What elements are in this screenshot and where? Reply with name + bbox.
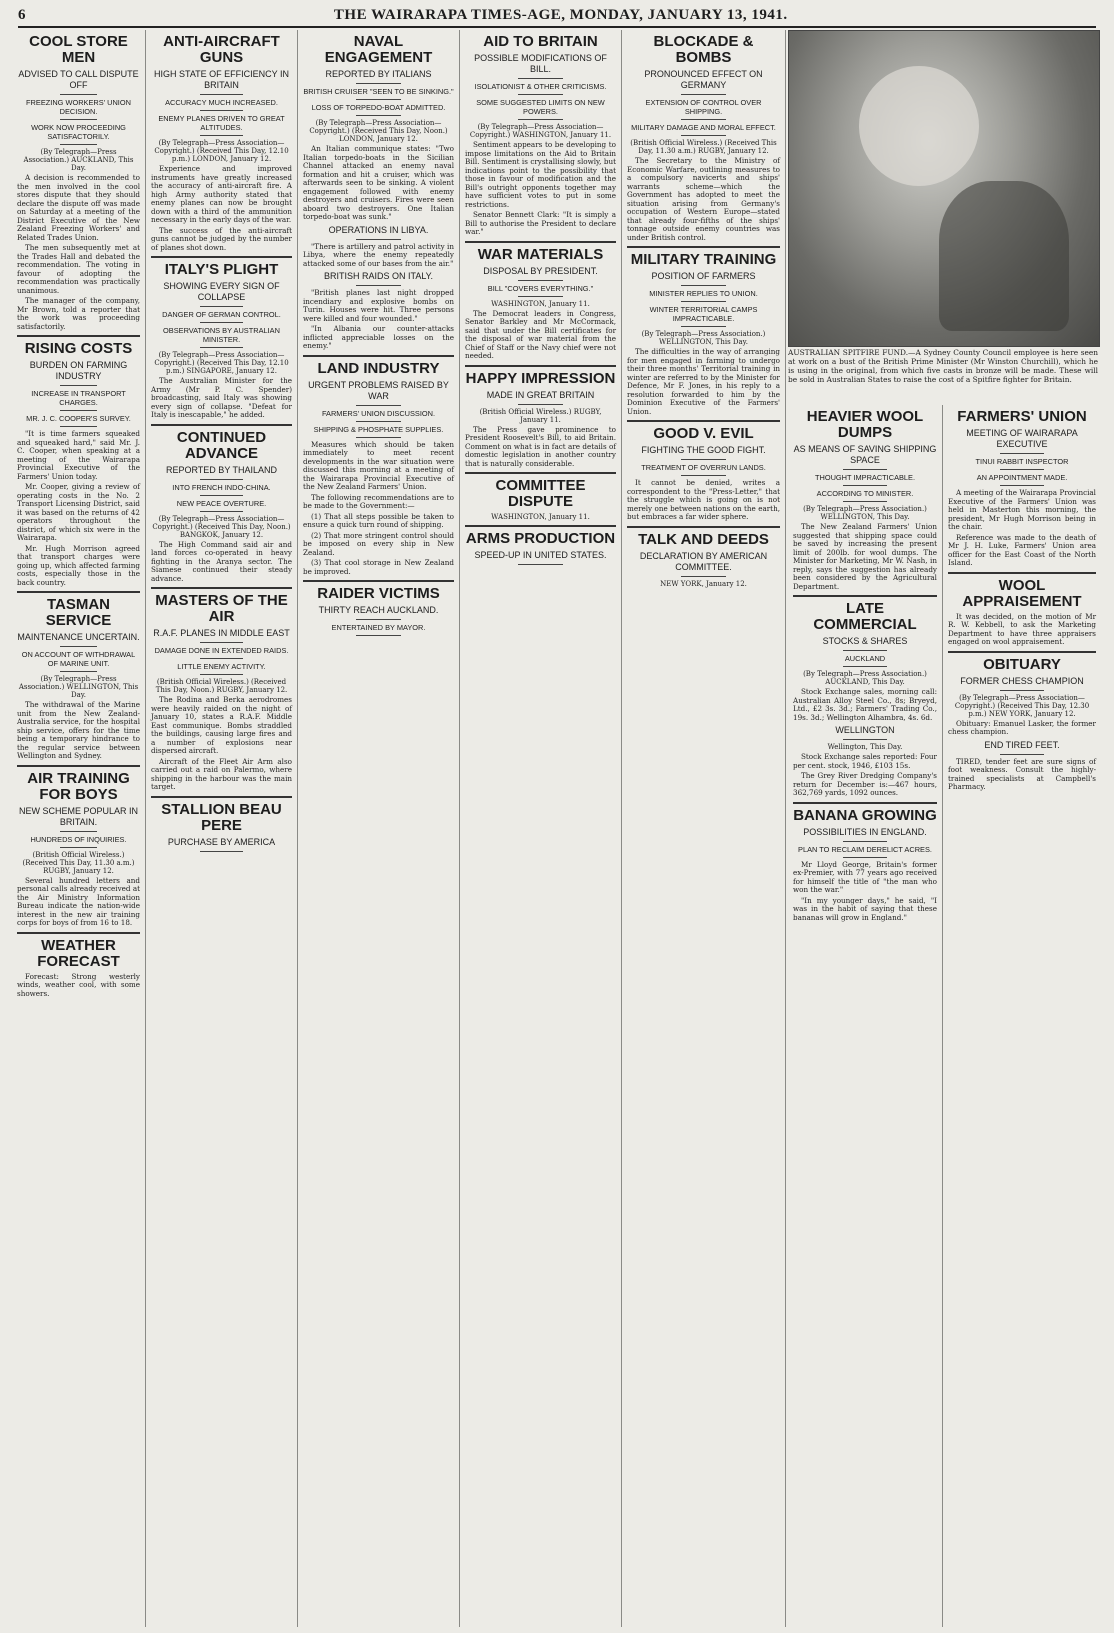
divider <box>356 99 401 100</box>
article-paragraph: Several hundred letters and personal calls already received at the Air Ministry Information Bureau indicate the nation-wide interest in the new air training corps for boys of from 16 to 18. <box>17 875 140 927</box>
article-paragraph: The Australian Minister for the Army (Mr P. C. Spender) broadcasting, said Italy was showing every sign of collapse. "Defeat for Italy is inescapable," he added. <box>151 376 292 419</box>
article-subheading: LITTLE ENEMY ACTIVITY. <box>177 662 266 671</box>
news-photo <box>788 30 1100 347</box>
article-paragraph: The Secretary to the Ministry of Economic Warfare, outlining measures to a compulsory navicerts and ships' warrants scheme—which the Government has adopted to meet the situation arising from Germany's occupation of Western Europe—stated that already four-fifths of the ships' tonnage outside enemy countries was under British control. <box>627 156 780 242</box>
article-subheading: POSSIBILITIES IN ENGLAND. <box>803 826 927 837</box>
article-dateline: (British Official Wireless.) RUGBY, January 11. <box>479 407 602 424</box>
divider <box>200 347 242 348</box>
article-headline: MASTERS OF THE AIR <box>151 587 292 625</box>
divider <box>681 326 727 327</box>
article-paragraph: "In Albania our counter-attacks inflicted appreciable losses on the enemy." <box>303 324 454 350</box>
article-subheading: DECLARATION BY AMERICAN COMMITTEE. <box>639 550 768 572</box>
divider <box>843 857 886 858</box>
article-subheading: BRITISH RAIDS ON ITALY. <box>323 271 434 281</box>
article-headline: WOOL APPRAISEMENT <box>948 572 1096 610</box>
column-5 <box>622 30 786 1627</box>
article-subheading: HIGH STATE OF EFFICIENCY IN BRITAIN <box>153 69 289 90</box>
column-1 <box>12 30 146 1627</box>
article-subheading: AS MEANS OF SAVING SHIPPING SPACE <box>793 444 937 465</box>
article-headline: BLOCKADE & BOMBS <box>653 33 754 66</box>
article-headline: ITALY'S PLIGHT <box>151 256 292 278</box>
article-paragraph: (1) That all steps possible be taken to ensure a quick turn round of shipping. <box>303 511 454 529</box>
article-paragraph: The High Command said air and land forces co-operated in heavy fighting in the Aranya sector. The Siamese continued their steady advance. <box>151 539 292 583</box>
divider <box>518 296 563 297</box>
divider <box>1000 690 1044 691</box>
article-headline: NAVAL ENGAGEMENT <box>324 33 433 66</box>
divider <box>681 94 727 95</box>
divider <box>200 851 242 852</box>
divider <box>356 437 401 438</box>
article-paragraph: Mr Lloyd George, Britain's former ex-Premier, with 77 years ago received for himself the title of "the man who won the war." <box>793 859 937 894</box>
article-subheading: SHIPPING & PHOSPHATE SUPPLIES. <box>313 424 444 434</box>
article-subheading: ENEMY PLANES DRIVEN TO GREAT ALTITUDES. <box>158 114 285 132</box>
article-subheading: WORK NOW PROCEEDING SATISFACTORILY. <box>31 123 126 141</box>
article-dateline: Wellington, This Day. <box>827 743 903 751</box>
article-paragraph: The Rodina and Berka aerodromes were heavily raided on the night of January 10, states a R.A.F. Middle East communique. Bombs straddled the buildings, causing large fires and a number of explosions near dispersed aircraft. <box>151 695 292 755</box>
article-subheading: FREEZING WORKERS' UNION DECISION. <box>26 98 131 116</box>
article-headline: AIR TRAINING FOR BOYS <box>17 765 140 803</box>
article-headline: LATE COMMERCIAL <box>793 595 937 633</box>
article-subheading: PLAN TO RECLAIM DERELICT ACRES. <box>798 844 932 854</box>
article-paragraph: An Italian communique states: "Two Italian torpedo-boats in the Sicilian Channel attacked an enemy naval formation and hit a cruiser, which was afterwards seen to be sinking. A violent engagement followed with enemy destroyers and cruisers. Fires were seen aboard two destroyers. One Italian torpedo-boat was sunk." <box>303 144 454 221</box>
article-subheading: END TIRED FEET. <box>984 739 1060 750</box>
article-paragraph: Mr. Cooper, giving a review of operating costs in the No. 2 Transport Licensing District, said it was based on the returns of 42 operators throughout the district, of which six were in the Wairarapa. <box>17 482 140 542</box>
article-subheading: FARMERS' UNION DISCUSSION. <box>321 408 436 418</box>
article-subheading: HUNDREDS OF INQUIRIES. <box>30 834 127 844</box>
article-subheading: FIGHTING THE GOOD FIGHT. <box>641 445 766 455</box>
article-subheading: THIRTY REACH AUCKLAND. <box>318 605 439 615</box>
divider <box>60 426 97 427</box>
divider <box>1000 469 1044 470</box>
article-headline: GOOD V. EVIL <box>627 420 780 442</box>
article-subheading: WINTER TERRITORIAL CAMPS IMPRACTICABLE. <box>649 305 758 323</box>
article-subheading: AUCKLAND <box>844 654 886 663</box>
article-subheading: REPORTED BY THAILAND <box>165 464 278 475</box>
article-paragraph: "In my younger days," he said, "I was in the habit of saying that these bananas will grow in England." <box>793 895 937 922</box>
photo-caption: AUSTRALIAN SPITFIRE FUND.—A Sydney County Council employee is here seen at work on a bust of the British Prime Minister (Mr Winston Churchill), which he is using in the original, from which five casts in bronze will be made. These will be sold in Australian States to raise the cost of a Spitfire fighter for Britain. <box>788 348 1098 384</box>
article-paragraph: (3) That cool storage in New Zealand be improved. <box>303 558 454 576</box>
article-headline: ANTI-AIRCRAFT GUNS <box>163 33 280 66</box>
article-subheading: DANGER OF GERMAN CONTROL. <box>162 310 281 319</box>
article-subheading: ISOLATIONIST & OTHER CRITICISMS. <box>474 82 607 91</box>
newspaper-title: THE WAIRARAPA TIMES-AGE, MONDAY, JANUARY 13, 1941. <box>333 6 788 23</box>
divider <box>681 459 727 460</box>
column-3 <box>298 30 460 1627</box>
column-2 <box>146 30 298 1627</box>
divider <box>518 564 563 565</box>
article-headline: WAR MATERIALS <box>465 241 616 263</box>
article-dateline: NEW YORK, January 12. <box>660 579 747 588</box>
article-subheading: ON ACCOUNT OF WITHDRAWAL OF MARINE UNIT. <box>21 650 136 668</box>
divider <box>200 674 242 675</box>
article-subheading: THOUGHT IMPRACTICABLE. <box>814 473 916 482</box>
article-headline: CONTINUED ADVANCE <box>151 424 292 462</box>
divider <box>681 285 727 286</box>
article-subheading: POSITION OF FARMERS <box>651 271 756 281</box>
divider <box>60 410 97 411</box>
divider <box>681 576 727 577</box>
article-dateline: (By Telegraph—Press Association.) WELLINGTON, This Day. <box>641 330 766 346</box>
divider <box>60 144 97 145</box>
article-subheading: TREATMENT OF OVERRUN LANDS. <box>641 463 766 472</box>
article-dateline: WASHINGTON, January 11. <box>491 513 590 521</box>
article-paragraph: Senator Bennett Clark: "It is simply a Bill to authorise the President to declare war." <box>465 210 616 236</box>
article-headline: COMMITTEE DISPUTE <box>465 472 616 510</box>
article-subheading: DAMAGE DONE IN EXTENDED RAIDS. <box>154 646 289 655</box>
divider <box>60 119 97 120</box>
article-subheading: DISPOSAL BY PRESIDENT. <box>483 265 598 276</box>
divider <box>356 405 401 406</box>
article-paragraph: The Press gave prominence to President Roosevelt's Bill, to aid Britain. Comment on what is in fact are details of domestic legislation in another country that is naturally considerable. <box>465 424 616 468</box>
article-paragraph: It cannot be denied, writes a correspondent to the "Press-Letter," that the struggle which is going on is not merely one between nations on the earth, but embraces a far wider sphere. <box>627 478 780 521</box>
divider <box>843 739 886 740</box>
article-subheading: R.A.F. PLANES IN MIDDLE EAST <box>153 628 290 638</box>
article-subheading: TINUI RABBIT INSPECTOR <box>975 457 1069 466</box>
article-subheading: MR. J. C. COOPER'S SURVEY. <box>26 414 131 423</box>
divider <box>200 495 242 496</box>
article-subheading: MEETING OF WAIRARAPA EXECUTIVE <box>966 428 1078 449</box>
article-paragraph: Reference was made to the death of Mr J. H. Luke, Farmers' Union area officer for the East Coast of the North Island. <box>948 532 1096 567</box>
divider <box>60 671 97 672</box>
divider <box>200 94 242 95</box>
divider <box>681 119 727 120</box>
article-paragraph: Forecast: Strong westerly winds, weather cool, with some showers. <box>17 971 140 998</box>
article-dateline: (British Official Wireless.) (Received This Day, Noon.) RUGBY, January 12. <box>155 678 288 694</box>
article-paragraph: The Grey River Dredging Company's return for December is:—467 hours, 362,769 yards, 1092 ounces. <box>793 771 937 797</box>
article-subheading: SPEED-UP IN UNITED STATES. <box>474 550 607 560</box>
article-subheading: INTO FRENCH INDO-CHINA. <box>172 482 271 492</box>
article-paragraph: Sentiment appears to be developing to impose limitations on the Aid to Britain Bill. Sentiment is crystallising slowly, but indications point to the possibility that those in favour of modification and the Bill's outright opponents together may have sufficient votes to put in some restrictions. <box>465 140 616 209</box>
article-subheading: STOCKS & SHARES <box>822 636 908 646</box>
divider <box>200 642 242 643</box>
article-dateline: (By Telegraph—Press Association—Copyright.) (Received This Day, Noon.) LONDON, January 12. <box>309 119 448 143</box>
article-headline: AID TO BRITAIN <box>483 33 598 50</box>
divider <box>200 658 242 659</box>
divider <box>356 635 401 636</box>
article-dateline: (By Telegraph—Press Association.) WELLINGTON, This Day. <box>18 675 139 699</box>
article-paragraph: "There is artillery and patrol activity in Libya, where the enemy repeatedly attacked some of our bases from the air." <box>303 241 454 268</box>
article-subheading: SOME SUGGESTED LIMITS ON NEW POWERS. <box>476 98 605 116</box>
divider <box>200 322 242 323</box>
divider <box>518 119 563 120</box>
article-headline: STALLION BEAU PERE <box>151 796 292 834</box>
article-subheading: WELLINGTON <box>835 725 895 735</box>
article-dateline: (By Telegraph—Press Association—Copyright.) WASHINGTON, January 11. <box>469 123 612 139</box>
article-headline: RAIDER VICTIMS <box>303 580 454 602</box>
divider <box>200 110 242 111</box>
article-paragraph: The men subsequently met at the Trades Hall and debated the recommendation. The voting in favour of adopting the recommendation was practically unanimous. <box>17 243 140 295</box>
divider <box>356 285 401 286</box>
article-dateline: (By Telegraph—Press Association—Copyright.) (Received This Day, 12.10 p.m.) LONDON, January 12. <box>154 139 289 163</box>
article-subheading: MILITARY DAMAGE AND MORAL EFFECT. <box>631 123 776 132</box>
article-headline: WEATHER FORECAST <box>17 932 140 970</box>
article-dateline: (By Telegraph—Press Association.) WELLINGTON, This Day. <box>803 505 927 521</box>
article-subheading: PURCHASE BY AMERICA <box>167 836 276 847</box>
article-headline: TALK AND DEEDS <box>627 526 780 548</box>
article-subheading: BRITISH CRUISER "SEEN TO BE SINKING." <box>303 87 454 96</box>
article-subheading: ADVISED TO CALL DISPUTE OFF <box>18 69 139 90</box>
article-subheading: FORMER CHESS CHAMPION <box>960 675 1084 686</box>
article-paragraph: The manager of the company, Mr Brown, told a reporter that the work was proceeding satisfactorily. <box>17 296 140 331</box>
column-7 <box>943 405 1101 1627</box>
article-subheading: URGENT PROBLEMS RAISED BY WAR <box>308 379 449 401</box>
divider <box>518 78 563 79</box>
divider <box>60 385 97 386</box>
article-headline: LAND INDUSTRY <box>303 355 454 377</box>
article-headline: RISING COSTS <box>17 335 140 357</box>
divider <box>356 421 401 422</box>
divider <box>681 475 727 476</box>
article-headline: TASMAN SERVICE <box>17 591 140 629</box>
article-headline: BANANA GROWING <box>793 802 937 824</box>
article-subheading: NEW PEACE OVERTURE. <box>176 498 267 508</box>
divider <box>843 666 886 667</box>
article-headline: HAPPY IMPRESSION <box>465 365 616 387</box>
divider <box>200 479 242 480</box>
divider <box>843 469 886 470</box>
article-subheading: BURDEN ON FARMING INDUSTRY <box>29 360 128 381</box>
article-paragraph: The New Zealand Farmers' Union suggested that shipping space could be saved by increasing the present limit of 200lb. for wool dumps. The Minister for Marketing, Mr W. Nash, in reply, says the suggestion has already been considered by the Agricultural Department. <box>793 522 937 591</box>
divider <box>1000 453 1044 454</box>
article-dateline: (By Telegraph—Press Association—Copyright.) (Received This Day, Noon.) BANGKOK, January 12. <box>152 514 291 539</box>
article-subheading: BILL "COVERS EVERYTHING." <box>487 283 594 293</box>
divider <box>1000 754 1044 755</box>
divider <box>681 301 727 302</box>
column-4 <box>460 30 622 1627</box>
article-paragraph: A meeting of the Wairarapa Provincial Executive of the Farmers' Union was held in Masterton this morning, the president, Mr Hugh Morrison being in the chair. <box>948 488 1096 531</box>
article-subheading: POSSIBLE MODIFICATIONS OF BILL. <box>474 53 607 74</box>
divider <box>1000 485 1044 486</box>
article-headline: FARMERS' UNION <box>957 408 1087 425</box>
article-headline: MILITARY TRAINING <box>627 246 780 268</box>
article-paragraph: The success of the anti-aircraft guns cannot be judged by the number of planes shot down. <box>151 225 292 252</box>
divider <box>843 485 886 486</box>
article-paragraph: Aircraft of the Fleet Air Arm also carried out a raid on Palermo, where shipping in the harbour was the main target. <box>151 756 292 791</box>
article-subheading: ACCORDING TO MINISTER. <box>816 489 914 498</box>
article-paragraph: Stock Exchange sales reported: Four per cent. stock, 1946, £103 15s. <box>793 752 937 770</box>
article-subheading: INCREASE IN TRANSPORT CHARGES. <box>31 389 126 407</box>
article-subheading: LOSS OF TORPEDO-BOAT ADMITTED. <box>311 103 446 112</box>
article-subheading: ACCURACY MUCH INCREASED. <box>165 98 278 107</box>
article-paragraph: Obituary: Emanuel Lasker, the former chess champion. <box>948 718 1096 736</box>
divider <box>60 831 97 832</box>
divider <box>518 280 563 281</box>
divider <box>60 94 97 95</box>
article-subheading: AN APPOINTMENT MADE. <box>976 473 1068 482</box>
article-subheading: OBSERVATIONS BY AUSTRALIAN MINISTER. <box>163 326 280 344</box>
divider <box>60 646 97 647</box>
article-subheading: NEW SCHEME POPULAR IN BRITAIN. <box>18 805 139 827</box>
article-subheading: PRONOUNCED EFFECT ON GERMANY <box>644 69 763 90</box>
article-dateline: WASHINGTON, January 11. <box>491 299 590 308</box>
article-subheading: MADE IN GREAT BRITAIN <box>486 389 595 400</box>
divider <box>843 841 886 842</box>
article-paragraph: The following recommendations are to be made to the Government:— <box>303 492 454 510</box>
article-paragraph: Experience and improved instruments have greatly increased the accuracy of anti-aircraft fire. A high Army authority stated that enemy planes can now be brought down with a third of the ammunition necessary in the early days of the war. <box>151 164 292 224</box>
divider <box>518 404 563 405</box>
article-subheading: MINISTER REPLIES TO UNION. <box>649 289 758 298</box>
article-dateline: (British Official Wireless.) (Received This Day, 11.30 a.m.) RUGBY, January 12. <box>630 139 777 155</box>
divider <box>356 83 401 84</box>
article-paragraph: The withdrawal of the Marine unit from the New Zealand-Australia service, for the hospital ship service, offers for the time being a temporary hindrance to the regular service between Wellington and Sydney. <box>17 700 140 760</box>
article-dateline: (By Telegraph—Press Association.) AUCKLAND, This Day. <box>803 670 927 686</box>
divider <box>843 501 886 502</box>
divider <box>843 650 886 651</box>
article-subheading: EXTENSION OF CONTROL OVER SHIPPING. <box>645 98 762 116</box>
article-dateline: (By Telegraph—Press Association—Copyright.) (Received This Day, 12.30 p.m.) NEW YORK, January 12. <box>954 693 1090 718</box>
article-subheading: REPORTED BY ITALIANS <box>325 69 432 79</box>
article-dateline: (By Telegraph—Press Association—Copyright.) (Received This Day, 12.10 p.m.) SINGAPORE, January 12. <box>154 351 289 375</box>
article-paragraph: The Democrat leaders in Congress, Senator Barkley and Mr McCormack, said that under the Bill certificates for the disposal of war material from the Chief of Staff or the Navy chief were not needed. <box>465 308 616 360</box>
article-paragraph: Measures which should be taken immediately to meet recent developments in the war situation were discussed this morning at a meeting of the Wairarapa Provincial Executive of the New Zealand Farmers' Union. <box>303 439 454 491</box>
page-number: 6 <box>18 6 26 23</box>
divider <box>200 306 242 307</box>
article-paragraph: Stock Exchange sales, morning call: Australian Alloy Steel Co., 8s; Bryeyd, Ltd., £2 3s. 3d.; Farmers' Trading Co., 19s. 3d.; Wellington Alhambra, 4s. 6d. <box>793 687 937 722</box>
divider <box>60 847 97 848</box>
article-subheading: MAINTENANCE UNCERTAIN. <box>17 632 140 642</box>
article-headline: OBITUARY <box>948 651 1096 673</box>
article-dateline: (British Official Wireless.) (Received This Day, 11.30 a.m.) RUGBY, January 12. <box>22 850 135 875</box>
article-subheading: OPERATIONS IN LIBYA. <box>328 224 429 235</box>
divider <box>681 135 727 136</box>
divider <box>200 511 242 512</box>
column-6 <box>788 405 943 1627</box>
article-paragraph: "British planes last night dropped incendiary and explosive bombs on Turin. Houses were hit. Three persons were killed and four wounded." <box>303 288 454 323</box>
divider <box>518 94 563 95</box>
article-paragraph: TIRED, tender feet are sure signs of foot weakness. Consult the highly-trained specialists at Campbell's Pharmacy. <box>948 756 1096 791</box>
article-headline: ARMS PRODUCTION <box>465 525 616 547</box>
divider <box>356 619 401 620</box>
article-dateline: (By Telegraph—Press Association.) AUCKLAND, This Day. <box>23 148 134 172</box>
article-paragraph: It was decided, on the motion of Mr R. W. Kebbell, to ask the Marketing Department to have three appraisers engaged on wool appraisement. <box>948 611 1096 646</box>
divider <box>200 135 242 136</box>
article-paragraph: "It is time farmers squeaked and squeaked hard," said Mr. J. C. Cooper, when speaking at a meeting of the Wairarapa Provincial Executive of the Farmers' Union today. <box>17 429 140 481</box>
divider <box>356 239 401 240</box>
article-paragraph: (2) That more stringent control should be imposed on every ship in New Zealand. <box>303 530 454 557</box>
article-headline: COOL STORE MEN <box>29 33 128 66</box>
article-paragraph: The difficulties in the way of arranging for men engaged in farming to undergo their three months' Territorial training in winter are referred to by the Minister for Defence, Mr F. Jones, in his reply to a resolution forwarded to him by the Dominion Executive of the Farmers' Union. <box>627 347 780 416</box>
article-headline: HEAVIER WOOL DUMPS <box>806 408 924 441</box>
article-subheading: SHOWING EVERY SIGN OF COLLAPSE <box>163 281 280 302</box>
article-paragraph: Mr. Hugh Morrison agreed that transport charges were going up, which affected farming costs, especially those in the back country. <box>17 543 140 587</box>
article-paragraph: A decision is recommended to the men involved in the cool stores dispute that they should declare the dispute off was made on Saturday at a meeting of the District Executive of the New Zealand Freezing Workers' and Related Trades Union. <box>17 173 140 242</box>
divider <box>356 115 401 116</box>
article-subheading: ENTERTAINED BY MAYOR. <box>331 623 426 632</box>
masthead <box>18 4 1096 28</box>
